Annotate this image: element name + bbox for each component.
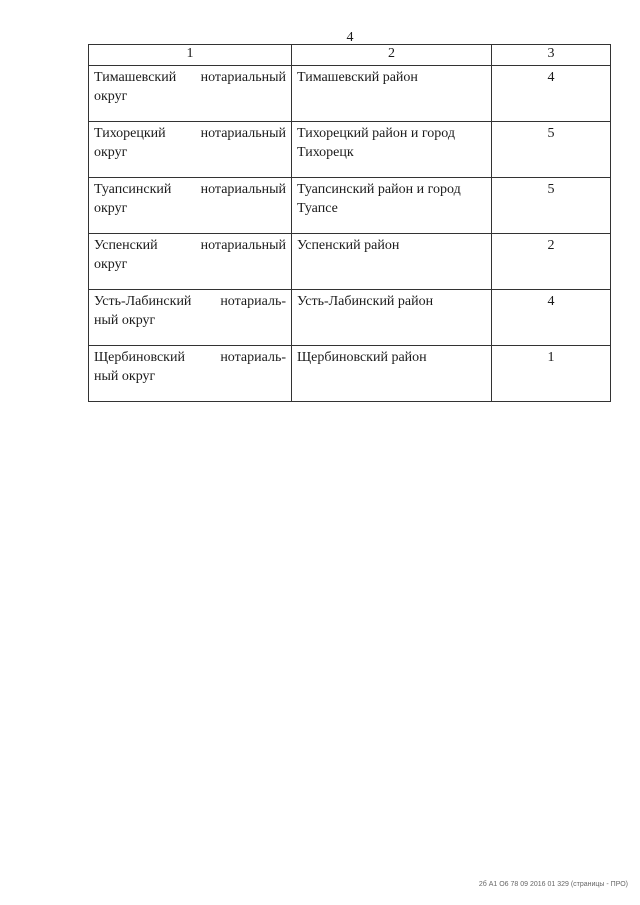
table-row (89, 122, 611, 178)
table-row (89, 346, 611, 402)
header-col-1: 1 (89, 45, 292, 66)
district-name-cell (89, 66, 292, 122)
district-name-cell (89, 234, 292, 290)
district-name-line: Тимашевский нотариальный (94, 70, 286, 85)
territory-cell: Усть-Лабинский район (292, 290, 492, 346)
district-name-line: округ (94, 89, 128, 104)
district-name-line: округ (94, 145, 128, 160)
district-name-cell (89, 290, 292, 346)
territory-cell: Щербиновский район (292, 346, 492, 402)
territory-cell: Тихорецкий район и город Тихорецк (292, 122, 492, 178)
district-name-line: Щербиновский нотариаль- (94, 350, 286, 365)
district-name-line: Туапсинский нотариальный (94, 182, 286, 197)
table-row (89, 290, 611, 346)
page-number: 4 (346, 30, 354, 45)
district-name-line: Тихорецкий нотариальный (94, 126, 286, 141)
district-name-cell (89, 122, 292, 178)
count-cell: 4 (492, 290, 611, 346)
district-name-line: ный округ (94, 369, 156, 384)
district-name-line: Успенский нотариальный (94, 238, 286, 253)
district-name-line: округ (94, 201, 128, 216)
header-col-2: 2 (292, 45, 492, 66)
count-cell: 2 (492, 234, 611, 290)
territory-cell: Тимашевский район (292, 66, 492, 122)
count-cell: 4 (492, 66, 611, 122)
district-name-line: ный округ (94, 313, 156, 328)
count-cell: 1 (492, 346, 611, 402)
district-name-cell (89, 346, 292, 402)
count-cell: 5 (492, 122, 611, 178)
count-cell: 5 (492, 178, 611, 234)
table-row (89, 66, 611, 122)
district-name-line: Усть-Лабинский нотариаль- (94, 294, 286, 309)
table-header-row (89, 45, 611, 66)
table-row (89, 234, 611, 290)
district-name-cell (89, 178, 292, 234)
header-col-3: 3 (492, 45, 611, 66)
district-name-line: округ (94, 257, 128, 272)
territory-cell: Успенский район (292, 234, 492, 290)
notary-districts-table (88, 44, 611, 402)
document-footer-code: 2б А1 О6 78 09 2016 01 329 (страницы - ПРО) (478, 881, 628, 888)
table-row (89, 178, 611, 234)
territory-cell: Туапсинский район и город Туапсе (292, 178, 492, 234)
